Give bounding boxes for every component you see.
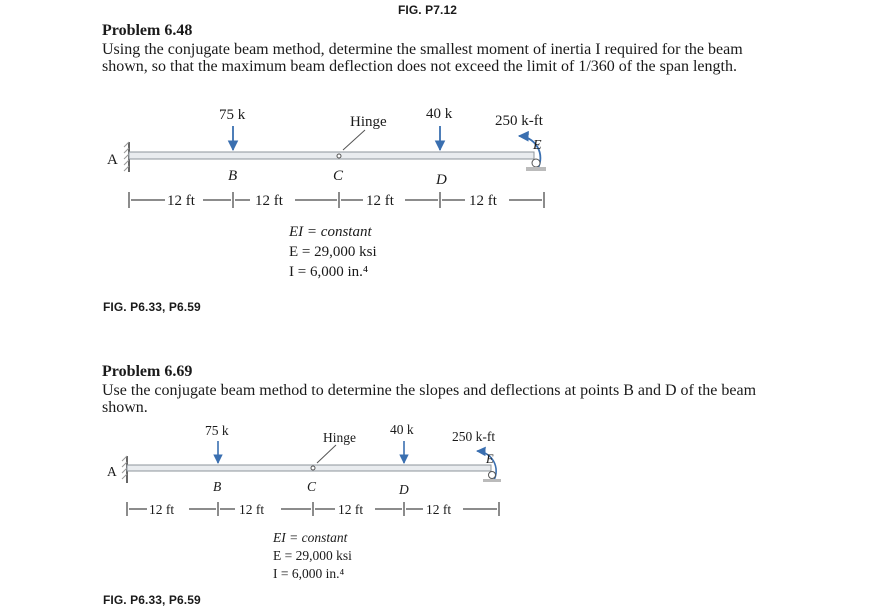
hinge-pin <box>337 154 341 158</box>
load-d-label-2: 40 k <box>390 422 414 437</box>
problem-669-title: Problem 6.69 <box>102 363 193 380</box>
moment-label: 250 k-ft <box>495 113 543 129</box>
point-b-label-2: B <box>213 479 222 494</box>
point-c-label: C <box>333 168 344 184</box>
hinge-leader <box>343 130 365 150</box>
ei-label-2: EI = constant <box>273 530 348 545</box>
e-value-label-2: E = 29,000 ksi <box>273 548 352 563</box>
beam-figure-1 <box>95 100 575 290</box>
beam <box>129 152 534 159</box>
beam-2 <box>127 465 491 471</box>
span-bc-label-2: 12 ft <box>239 502 265 517</box>
roller-support-2 <box>489 472 496 479</box>
point-e-label: E <box>533 138 542 153</box>
point-a-label-2: A <box>107 464 117 479</box>
hinge-label: Hinge <box>350 114 387 130</box>
span-bc-label: 12 ft <box>255 193 283 209</box>
load-d-label: 40 k <box>426 106 453 122</box>
top-figure-label: FIG. P7.12 <box>398 3 458 17</box>
moment-label-2: 250 k-ft <box>452 429 496 444</box>
hinge-leader-2 <box>317 445 336 463</box>
span-de-label-2: 12 ft <box>426 502 452 517</box>
point-d-label-2: D <box>399 482 409 497</box>
problem-648-title: Problem 6.48 <box>102 22 193 39</box>
roller-base <box>526 167 546 171</box>
load-b-label: 75 k <box>219 107 246 123</box>
span-cd-label: 12 ft <box>366 193 394 209</box>
roller-support <box>532 159 540 167</box>
point-c-label-2: C <box>307 479 317 494</box>
hinge-label-2: Hinge <box>323 430 356 445</box>
problem-669-text: Use the conjugate beam method to determine the slopes and deflections at points B and D of the beam shown. <box>102 382 757 416</box>
point-a-label: A <box>107 152 118 168</box>
span-de-label: 12 ft <box>469 193 497 209</box>
figure-label-1: FIG. P6.33, P6.59 <box>103 300 201 314</box>
span-ab-label-2: 12 ft <box>149 502 175 517</box>
beam-figure-2 <box>95 418 535 588</box>
load-b-label-2: 75 k <box>205 423 229 438</box>
ei-label: EI = constant <box>289 224 372 240</box>
point-e-label-2: E <box>486 452 494 466</box>
e-value-label: E = 29,000 ksi <box>289 244 377 260</box>
i-value-label-2: I = 6,000 in.⁴ <box>273 566 345 581</box>
problem-648-text: Using the conjugate beam method, determine the smallest moment of inertia I required for the beam shown, so that the maximum beam deflection does not exceed the limit of 1/360 of the span length. <box>102 41 743 75</box>
point-b-label: B <box>228 168 238 184</box>
roller-base-2 <box>483 479 501 482</box>
hinge-pin-2 <box>311 466 315 470</box>
span-cd-label-2: 12 ft <box>338 502 364 517</box>
figure-label-2: FIG. P6.33, P6.59 <box>103 593 201 607</box>
span-ab-label: 12 ft <box>167 193 195 209</box>
i-value-label: I = 6,000 in.⁴ <box>289 264 369 280</box>
point-d-label: D <box>436 172 447 188</box>
